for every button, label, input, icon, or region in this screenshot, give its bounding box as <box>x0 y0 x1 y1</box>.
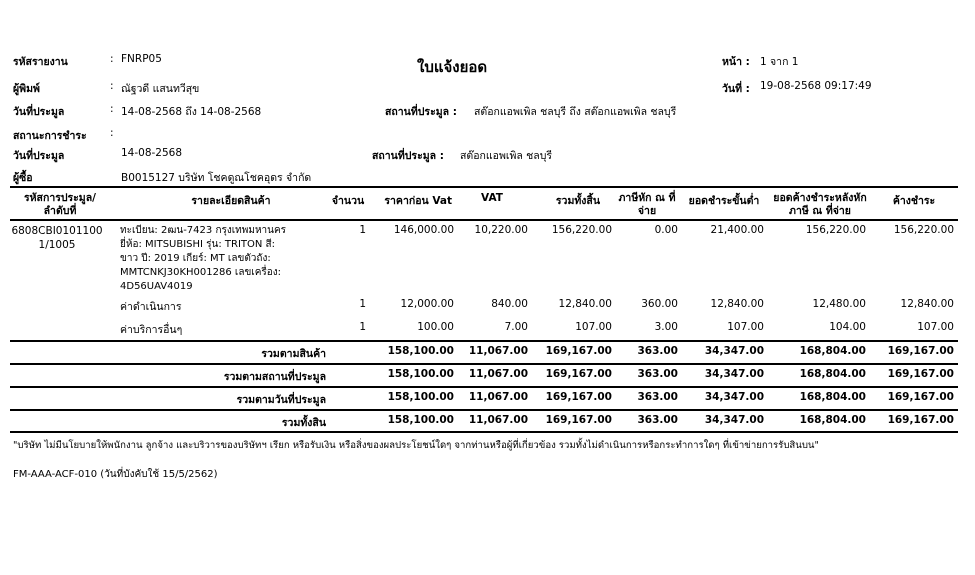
row-2-pre-vat: 12,000.00 <box>400 298 454 310</box>
summary-rule-3 <box>10 386 958 388</box>
printer-colon: : <box>110 80 114 92</box>
col-header-min-pay: ยอดชำระขั้นต่ำ <box>688 195 760 207</box>
row-1-detail: ทะเบียน: 2ฒน-7423 กรุงเทพมหานคร ยี่ห้อ: MITSUBISHI รุ่น: TRITON สี: ขาว ปี: 2019 เกียร์: MT เลขตัวถัง: MMTCNKJ30KH001286 เลขเครื่อง: 4D56UAV4019 <box>120 225 287 292</box>
row-2-detail: ค่าดำเนินการ <box>120 301 182 313</box>
summary-date-pre-vat: 158,100.00 <box>387 391 454 403</box>
row-1-wht: 0.00 <box>654 224 678 236</box>
summary-product-vat: 11,067.00 <box>468 345 528 357</box>
summary-rule-1 <box>10 340 958 342</box>
table-top-rule <box>10 186 958 188</box>
print-date-label: วันที่ : <box>722 83 750 95</box>
summary-venue-pre-vat: 158,100.00 <box>387 368 454 380</box>
row-3-vat: 7.00 <box>504 321 528 333</box>
row-3-outstanding-after-wht: 104.00 <box>829 321 866 333</box>
summary-grand-vat: 11,067.00 <box>468 414 528 426</box>
row-2-wht: 360.00 <box>641 298 678 310</box>
col-header-outstanding: ค้างชำระ <box>892 195 936 207</box>
row-2-min-pay: 12,840.00 <box>710 298 764 310</box>
row-1-min-pay: 21,400.00 <box>710 224 764 236</box>
row-2-qty: 1 <box>359 298 366 310</box>
summary-date-label: รวมตามวันที่ประมูล <box>236 394 326 406</box>
venue: สต๊อกแอพเพิล ชลบุรี <box>460 150 553 162</box>
auction-date-range: 14-08-2568 ถึง 14-08-2568 <box>121 106 262 118</box>
row-2-outstanding-after-wht: 12,480.00 <box>812 298 866 310</box>
row-3-detail: ค่าบริการอื่นๆ <box>120 324 183 336</box>
row-1-code: 6808CBI01011001/1005 <box>11 225 103 251</box>
auction-date: 14-08-2568 <box>121 147 183 159</box>
summary-venue-vat: 11,067.00 <box>468 368 528 380</box>
printer-label: ผู้พิมพ์ <box>13 83 40 95</box>
summary-product-outstanding-after-wht: 168,804.00 <box>799 345 866 357</box>
col-header-wht: ภาษีหัก ณ ที่จ่าย <box>618 192 676 217</box>
row-3-outstanding: 107.00 <box>917 321 954 333</box>
summary-product-wht: 363.00 <box>637 345 678 357</box>
col-header-detail: รายละเอียดสินค้า <box>191 195 271 207</box>
summary-rule-2 <box>10 363 958 365</box>
summary-grand-min-pay: 34,347.00 <box>704 414 764 426</box>
row-1-pre-vat: 146,000.00 <box>393 224 454 236</box>
venue-range: สต๊อกแอพเพิล ชลบุรี ถึง สต๊อกแอพเพิล ชลบุรี <box>474 106 677 118</box>
row-3-pre-vat: 100.00 <box>417 321 454 333</box>
printer-name: ณัฐวดี แสนทวีสุข <box>121 83 200 95</box>
table-bottom-rule <box>10 431 958 433</box>
row-1-total: 156,220.00 <box>551 224 612 236</box>
summary-grand-pre-vat: 158,100.00 <box>387 414 454 426</box>
row-3-qty: 1 <box>359 321 366 333</box>
buyer-label: ผู้ซื้อ <box>13 172 33 184</box>
payment-status-colon: : <box>110 127 114 139</box>
summary-date-wht: 363.00 <box>637 391 678 403</box>
page-title: ใบแจ้งยอด <box>417 58 488 76</box>
row-3-wht: 3.00 <box>654 321 678 333</box>
summary-date-outstanding-after-wht: 168,804.00 <box>799 391 866 403</box>
page-number: 1 จาก 1 <box>760 56 799 68</box>
summary-grand-outstanding: 169,167.00 <box>887 414 954 426</box>
row-2-outstanding: 12,840.00 <box>900 298 954 310</box>
summary-venue-wht: 363.00 <box>637 368 678 380</box>
summary-date-outstanding: 169,167.00 <box>887 391 954 403</box>
report-code-label: รหัสรายงาน <box>13 56 68 68</box>
summary-venue-outstanding: 169,167.00 <box>887 368 954 380</box>
summary-product-outstanding: 169,167.00 <box>887 345 954 357</box>
summary-product-label: รวมตามสินค้า <box>261 348 326 360</box>
summary-venue-label: รวมตามสถานที่ประมูล <box>223 371 326 383</box>
summary-product-min-pay: 34,347.00 <box>704 345 764 357</box>
venue-label: สถานที่ประมูล : <box>372 150 444 162</box>
form-code: FM-AAA-ACF-010 (วันที่บังคับใช้ 15/5/2562) <box>13 469 218 480</box>
auction-date-range-colon: : <box>110 103 114 115</box>
row-3-min-pay: 107.00 <box>727 321 764 333</box>
summary-date-min-pay: 34,347.00 <box>704 391 764 403</box>
row-1-vat: 10,220.00 <box>474 224 528 236</box>
summary-venue-total: 169,167.00 <box>545 368 612 380</box>
col-header-total: รวมทั้งสิ้น <box>555 195 600 207</box>
row-3-total: 107.00 <box>575 321 612 333</box>
summary-venue-outstanding-after-wht: 168,804.00 <box>799 368 866 380</box>
page-number-label: หน้า : <box>722 56 750 68</box>
col-header-code: รหัสการประมูล/ลำดับที่ <box>24 192 96 217</box>
summary-product-pre-vat: 158,100.00 <box>387 345 454 357</box>
row-2-vat: 840.00 <box>491 298 528 310</box>
summary-rule-4 <box>10 409 958 411</box>
auction-date-range-label: วันที่ประมูล <box>13 106 65 118</box>
summary-date-total: 169,167.00 <box>545 391 612 403</box>
summary-grand-label: รวมทั้งสิน <box>281 417 326 429</box>
col-header-pre-vat: ราคาก่อน Vat <box>384 195 452 207</box>
anti-bribery-policy: "บริษัท ไม่มีนโยบายให้พนักงาน ลูกจ้าง และบริวารของบริษัทฯ เรียก หรือรับเงิน หรือสิ่งของผลประโยชน์ใดๆ จากท่านหรือผู้ที่เกี่ยวข้อง รวมทั้งไม่ดำเนินการหรือกระทำการใดๆ ที่เข้าข่ายการรับสินบน" <box>13 440 819 451</box>
row-1-outstanding: 156,220.00 <box>893 224 954 236</box>
table-header-rule <box>10 219 958 221</box>
row-2-total: 12,840.00 <box>558 298 612 310</box>
summary-grand-total: 169,167.00 <box>545 414 612 426</box>
summary-date-vat: 11,067.00 <box>468 391 528 403</box>
summary-grand-outstanding-after-wht: 168,804.00 <box>799 414 866 426</box>
summary-product-total: 169,167.00 <box>545 345 612 357</box>
row-1-outstanding-after-wht: 156,220.00 <box>805 224 866 236</box>
summary-grand-wht: 363.00 <box>637 414 678 426</box>
report-code-colon: : <box>110 53 114 65</box>
row-1-qty: 1 <box>359 224 366 236</box>
col-header-outstanding-after-wht: ยอดค้างชำระหลังหักภาษี ณ ที่จ่าย <box>773 192 867 217</box>
print-date: 19-08-2568 09:17:49 <box>760 80 872 92</box>
buyer: B0015127 บริษัท โชคดูณโชคอุดร จำกัด <box>121 172 312 184</box>
payment-status-label: สถานะการชำระ <box>13 130 87 142</box>
auction-date-label: วันที่ประมูล <box>13 150 65 162</box>
col-header-vat: VAT <box>481 192 503 204</box>
col-header-qty: จำนวน <box>331 195 365 207</box>
venue-range-label: สถานที่ประมูล : <box>385 106 457 118</box>
report-code: FNRP05 <box>121 53 162 65</box>
summary-venue-min-pay: 34,347.00 <box>704 368 764 380</box>
